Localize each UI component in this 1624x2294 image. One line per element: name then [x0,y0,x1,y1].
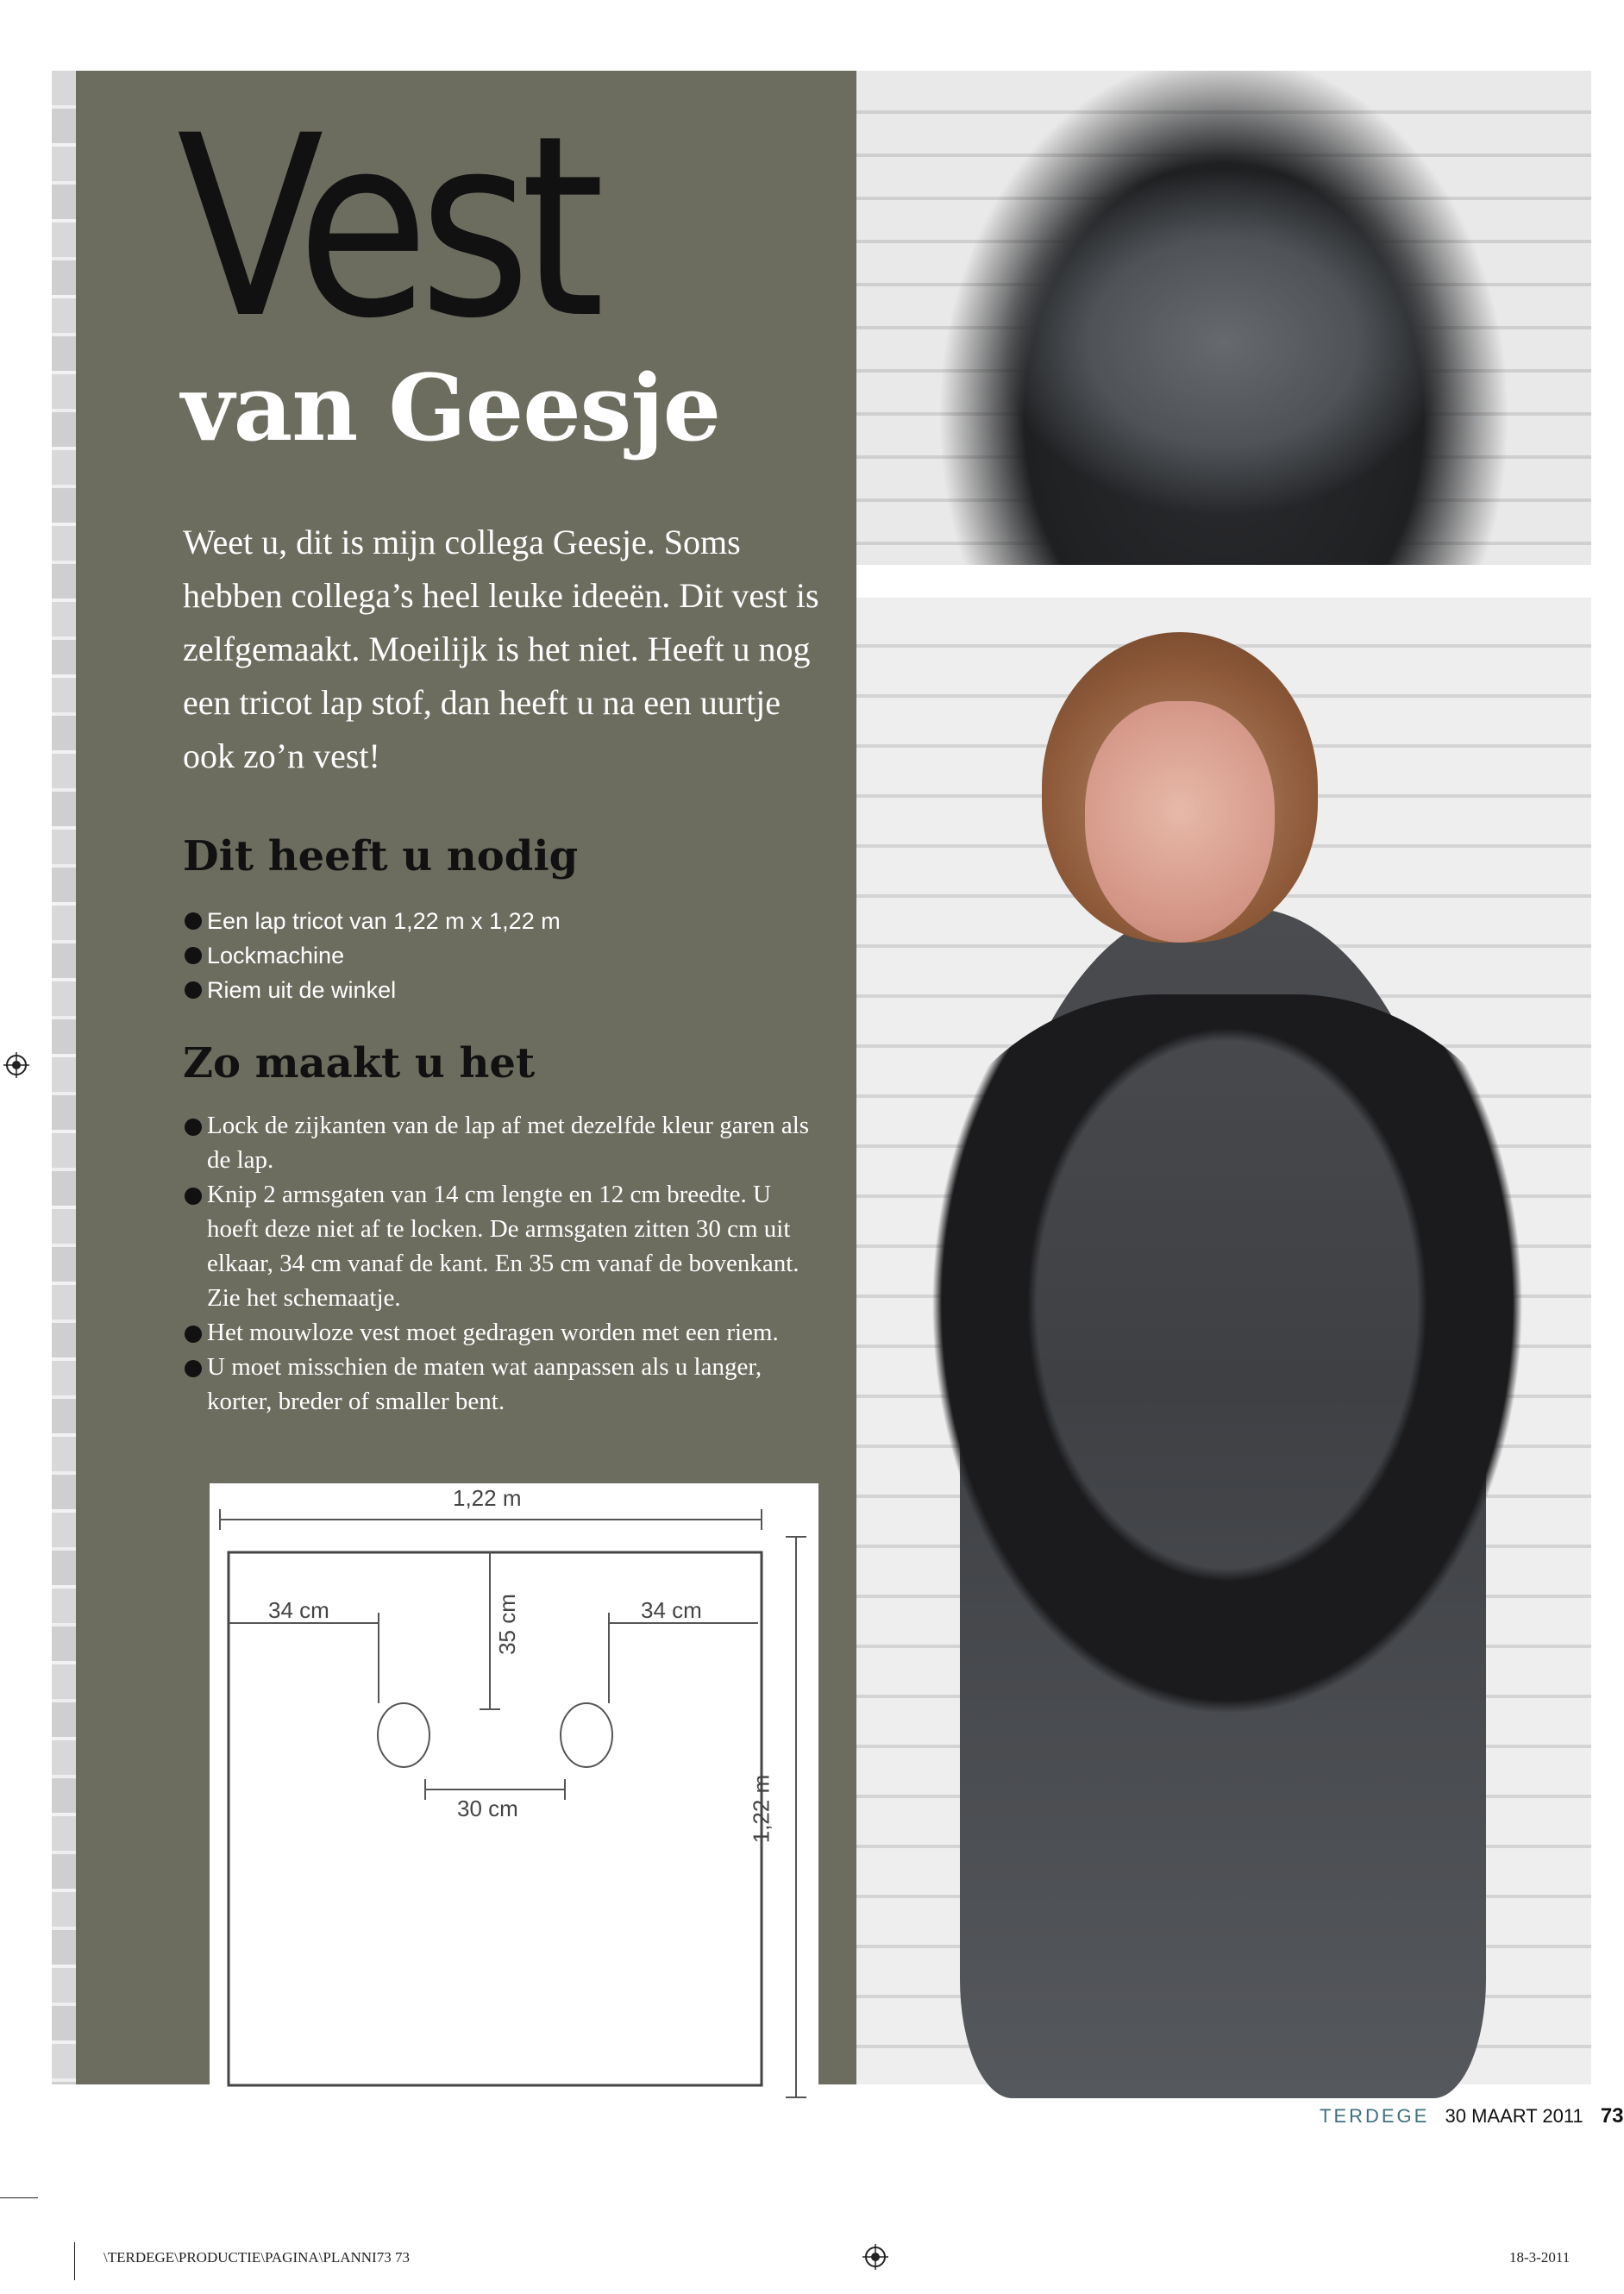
photo-vest-collar [856,71,1591,565]
title-van-geesje: van Geesje [181,354,721,461]
diagram-right-offset-label: 34 cm [641,1597,702,1623]
needs-list [183,904,561,1007]
photo-geesje [856,598,1591,2084]
needs-heading: Dit heeft u nodig [183,832,579,881]
pattern-diagram [210,1483,818,2104]
diagram-width-label: 1,22 m [453,1485,522,1511]
diagram-height-label: 1,22 m [748,1774,774,1844]
intro-paragraph: Weet u, dit is mijn collega Geesje. Soms hebben collega’s heel leuke ideeën. Dit vest is zelfgemaakt. Moeilijk is het niet. Heeft u nog een tricot lap stof, dan heeft u na een uurtje ook zo’n vest! [183,523,819,775]
steps-item: Lock de zijkanten van de lap af met dezelfde kleur garen als de lap. [183,1108,821,1177]
slug-path: \TERDEGE\PRODUCTIE\PAGINA\PLANNI73 73 [103,2249,410,2266]
registration-mark-icon [862,2244,888,2270]
registration-mark-icon [3,1052,29,1078]
title-vest: Vest [177,83,595,373]
diagram-top-offset-label: 35 cm [493,1594,520,1655]
needs-item: Riem uit de winkel [183,973,561,1007]
diagram-left-offset-label: 34 cm [268,1597,329,1623]
slug-date: 18-3-2011 [1509,2249,1571,2266]
footer-date: 30 MAART 2011 [1445,2105,1583,2127]
steps-list [183,1108,821,1419]
brick-wall-strip [52,71,76,2084]
steps-item: Knip 2 armsgaten van 14 cm lengte en 12 cm breedte. U hoeft deze niet af te locken. De armsgaten zitten 30 cm uit elkaar, 34 cm vanaf de kant. En 35 cm vanaf de bovenkant. Zie het schemaatje. [183,1177,821,1315]
diagram-between-label: 30 cm [457,1796,518,1821]
photo-sleeves-shape [891,994,1564,1771]
needs-item: Lockmachine [183,938,561,973]
footer-magazine: TERDEGE [1320,2105,1430,2127]
crop-mark [0,2197,38,2198]
steps-item: U moet misschien de maten wat aanpassen als u langer, korter, breder of smaller bent. [183,1350,821,1419]
steps-heading: Zo maakt u het [183,1039,536,1087]
pattern-drawing [210,1483,818,2104]
steps-item: Het mouwloze vest moet gedragen worden met een riem. [183,1315,821,1350]
needs-item: Een lap tricot van 1,22 m x 1,22 m [183,904,561,938]
footer-page-number: 73 [1600,2104,1624,2128]
page-footer [1320,2104,1624,2128]
photo-face-shape [1085,701,1275,943]
crop-mark [74,2242,75,2280]
